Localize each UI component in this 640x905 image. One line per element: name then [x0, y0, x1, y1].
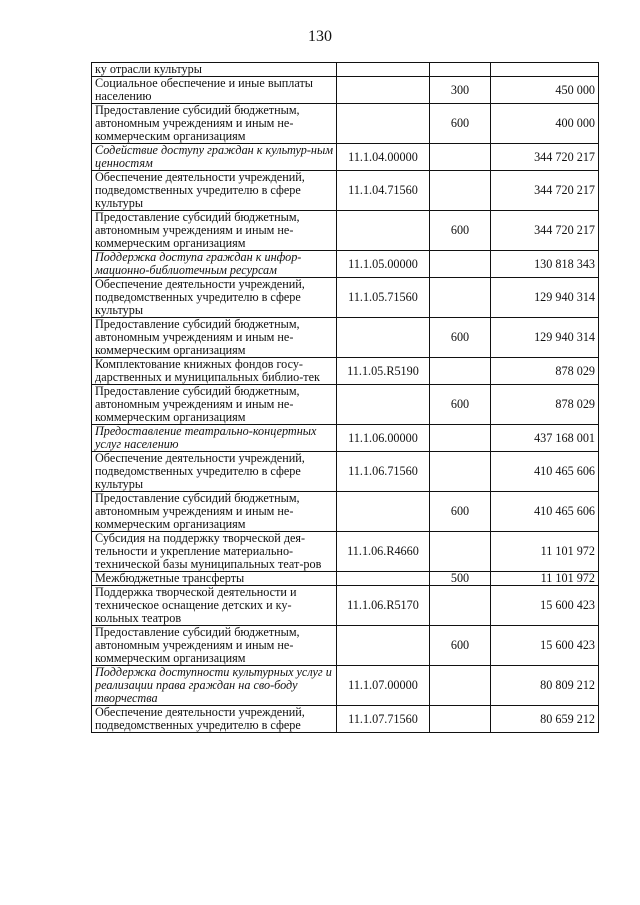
table-row: [92, 532, 599, 572]
row-code-cell: 11.1.06.71560: [337, 452, 430, 492]
row-amount-cell: 129 940 314: [491, 278, 599, 318]
row-name-cell: Поддержка доступа граждан к инфор-мационно-библиотечным ресурсам: [92, 251, 337, 278]
row-expense-type-cell: [430, 706, 491, 733]
row-amount-cell: 450 000: [491, 77, 599, 104]
row-name-cell: Предоставление субсидий бюджетным, автономным учреждениям и иным не-коммерческим организациям: [92, 318, 337, 358]
row-code-cell: 11.1.06.R5170: [337, 586, 430, 626]
row-name-cell: Поддержка доступности культурных услуг и реализации права граждан на сво-боду творчества: [92, 666, 337, 706]
row-name-cell: Обеспечение деятельности учреждений, подведомственных учредителю в сфере культуры: [92, 278, 337, 318]
row-code-cell: 11.1.05.71560: [337, 278, 430, 318]
row-amount-cell: 410 465 606: [491, 492, 599, 532]
budget-table-body: [92, 63, 599, 733]
row-code-cell: 11.1.07.71560: [337, 706, 430, 733]
row-expense-type-cell: 600: [430, 626, 491, 666]
row-amount-cell: 130 818 343: [491, 251, 599, 278]
row-amount-cell: 11 101 972: [491, 572, 599, 586]
row-code-cell: [337, 77, 430, 104]
table-row: [92, 706, 599, 733]
row-code-cell: [337, 63, 430, 77]
row-amount-cell: 344 720 217: [491, 171, 599, 211]
row-code-cell: 11.1.06.R4660: [337, 532, 430, 572]
table-row: [92, 586, 599, 626]
row-name-cell: Социальное обеспечение и иные выплаты населению: [92, 77, 337, 104]
table-row: [92, 171, 599, 211]
row-name-cell: Предоставление театрально-концертных услуг населению: [92, 425, 337, 452]
row-code-cell: [337, 492, 430, 532]
row-amount-cell: 878 029: [491, 385, 599, 425]
table-row: [92, 452, 599, 492]
row-expense-type-cell: [430, 586, 491, 626]
row-name-cell: Предоставление субсидий бюджетным, автономным учреждениям и иным не-коммерческим организациям: [92, 211, 337, 251]
row-code-cell: [337, 626, 430, 666]
row-expense-type-cell: 500: [430, 572, 491, 586]
row-expense-type-cell: 300: [430, 77, 491, 104]
table-row: [92, 211, 599, 251]
table-row: [92, 358, 599, 385]
row-expense-type-cell: [430, 452, 491, 492]
row-amount-cell: 437 168 001: [491, 425, 599, 452]
row-code-cell: [337, 572, 430, 586]
row-code-cell: [337, 211, 430, 251]
row-name-cell: Обеспечение деятельности учреждений, подведомственных учредителю в сфере: [92, 706, 337, 733]
row-expense-type-cell: [430, 251, 491, 278]
table-row: [92, 144, 599, 171]
row-expense-type-cell: [430, 666, 491, 706]
row-name-cell: Предоставление субсидий бюджетным, автономным учреждениям и иным не-коммерческим организациям: [92, 385, 337, 425]
page-number: 130: [308, 28, 332, 45]
row-name-cell: Поддержка творческой деятельности и техническое оснащение детских и ку-кольных театров: [92, 586, 337, 626]
row-expense-type-cell: 600: [430, 318, 491, 358]
row-amount-cell: 15 600 423: [491, 626, 599, 666]
table-row: [92, 63, 599, 77]
table-row: [92, 318, 599, 358]
table-row: [92, 385, 599, 425]
row-code-cell: [337, 318, 430, 358]
table-row: [92, 572, 599, 586]
row-code-cell: [337, 104, 430, 144]
row-name-cell: Обеспечение деятельности учреждений, подведомственных учредителю в сфере культуры: [92, 452, 337, 492]
row-amount-cell: 878 029: [491, 358, 599, 385]
row-code-cell: 11.1.06.00000: [337, 425, 430, 452]
row-name-cell: Межбюджетные трансферты: [92, 572, 337, 586]
row-expense-type-cell: [430, 425, 491, 452]
row-code-cell: [337, 385, 430, 425]
row-amount-cell: 11 101 972: [491, 532, 599, 572]
row-amount-cell: [491, 63, 599, 77]
row-code-cell: 11.1.04.00000: [337, 144, 430, 171]
row-expense-type-cell: 600: [430, 104, 491, 144]
row-expense-type-cell: [430, 171, 491, 211]
table-row: [92, 626, 599, 666]
row-name-cell: Предоставление субсидий бюджетным, автономным учреждениям и иным не-коммерческим организациям: [92, 104, 337, 144]
row-name-cell: Обеспечение деятельности учреждений, подведомственных учредителю в сфере культуры: [92, 171, 337, 211]
row-amount-cell: 344 720 217: [491, 144, 599, 171]
row-amount-cell: 15 600 423: [491, 586, 599, 626]
row-code-cell: 11.1.05.00000: [337, 251, 430, 278]
row-name-cell: Субсидия на поддержку творческой дея-тельности и укрепление материально-технической базы муниципальных теат-ров: [92, 532, 337, 572]
row-expense-type-cell: [430, 278, 491, 318]
row-amount-cell: 410 465 606: [491, 452, 599, 492]
table-row: [92, 666, 599, 706]
row-code-cell: 11.1.07.00000: [337, 666, 430, 706]
row-amount-cell: 80 659 212: [491, 706, 599, 733]
row-expense-type-cell: [430, 532, 491, 572]
row-name-cell: Предоставление субсидий бюджетным, автономным учреждениям и иным не-коммерческим организациям: [92, 626, 337, 666]
budget-table: [91, 62, 599, 733]
row-expense-type-cell: [430, 144, 491, 171]
row-name-cell: Содействие доступу граждан к культур-ным ценностям: [92, 144, 337, 171]
row-amount-cell: 400 000: [491, 104, 599, 144]
table-row: [92, 104, 599, 144]
row-expense-type-cell: [430, 358, 491, 385]
table-row: [92, 425, 599, 452]
row-amount-cell: 129 940 314: [491, 318, 599, 358]
row-expense-type-cell: 600: [430, 492, 491, 532]
row-amount-cell: 80 809 212: [491, 666, 599, 706]
table-row: [92, 492, 599, 532]
row-expense-type-cell: [430, 63, 491, 77]
row-expense-type-cell: 600: [430, 385, 491, 425]
row-expense-type-cell: 600: [430, 211, 491, 251]
table-row: [92, 278, 599, 318]
row-name-cell: Комплектование книжных фондов госу-дарственных и муниципальных библио-тек: [92, 358, 337, 385]
table-row: [92, 77, 599, 104]
row-code-cell: 11.1.05.R5190: [337, 358, 430, 385]
row-name-cell: Предоставление субсидий бюджетным, автономным учреждениям и иным не-коммерческим организациям: [92, 492, 337, 532]
row-amount-cell: 344 720 217: [491, 211, 599, 251]
row-code-cell: 11.1.04.71560: [337, 171, 430, 211]
table-row: [92, 251, 599, 278]
row-name-cell: ку отрасли культуры: [92, 63, 337, 77]
